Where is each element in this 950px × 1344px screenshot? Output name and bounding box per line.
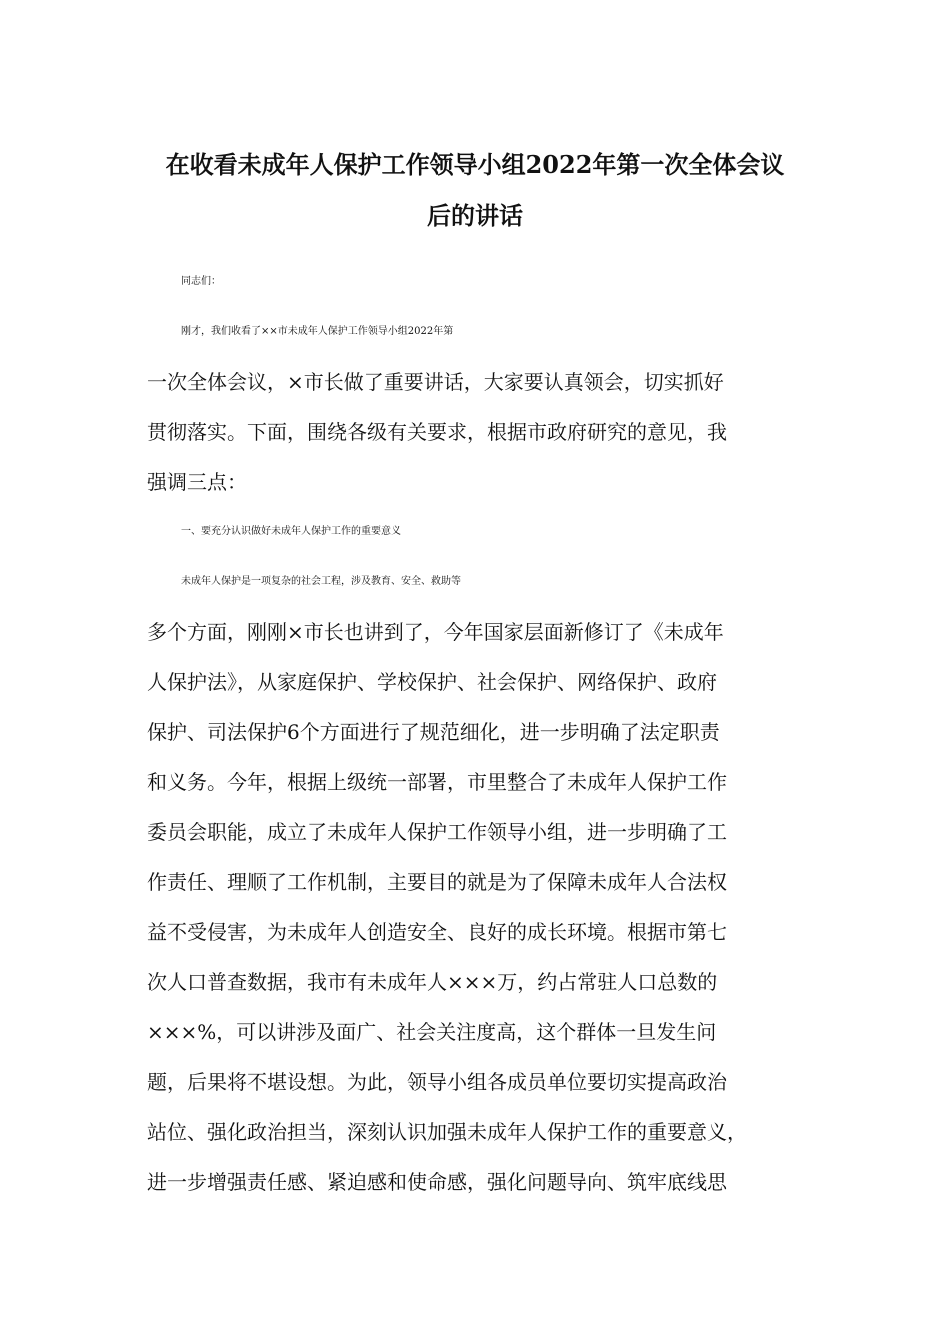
body-line-10: 和义务。今年，根据上级统一部署，市里整合了未成年人保护工作 — [147, 770, 727, 794]
body-line-2: 一次全体会议，×市长做了重要讲话，大家要认真领会，切实抓好 — [147, 370, 724, 394]
body-line-9: 保护、司法保护6个方面进行了规范细化，进一步明确了法定职责 — [147, 720, 720, 744]
body-line-6: 未成年人保护是一项复杂的社会工程，涉及教育、安全、救助等 — [181, 576, 461, 587]
body-line-17: 站位、强化政治担当，深刻认识加强未成年人保护工作的重要意义， — [147, 1120, 747, 1144]
body-line-3: 贯彻落实。下面，围绕各级有关要求，根据市政府研究的意见，我 — [147, 420, 727, 444]
body-line-15: ×××%，可以讲涉及面广、社会关注度高，这个群体一旦发生问 — [147, 1020, 717, 1044]
body-line-14: 次人口普查数据，我市有未成年人×××万，约占常驻人口总数的 — [147, 970, 718, 994]
body-line-12: 作责任、理顺了工作机制，主要目的就是为了保障未成年人合法权 — [147, 870, 727, 894]
body-line-7: 多个方面，刚刚×市长也讲到了，今年国家层面新修订了《未成年 — [147, 620, 724, 644]
salutation: 同志们： — [181, 276, 221, 287]
body-line-1: 刚才，我们收看了××市未成年人保护工作领导小组2022年第 — [181, 326, 454, 337]
body-line-13: 益不受侵害，为未成年人创造安全、良好的成长环境。根据市第七 — [147, 920, 727, 944]
section-heading-1: 一、要充分认识做好未成年人保护工作的重要意义 — [181, 526, 401, 537]
body-line-8: 人保护法》，从家庭保护、学校保护、社会保护、网络保护、政府 — [147, 670, 717, 694]
document-title-line-1: 在收看未成年人保护工作领导小组2022年第一次全体会议 — [165, 150, 785, 179]
body-line-16: 题，后果将不堪设想。为此，领导小组各成员单位要切实提高政治 — [147, 1070, 727, 1094]
body-line-11: 委员会职能，成立了未成年人保护工作领导小组，进一步明确了工 — [147, 820, 727, 844]
body-line-18: 进一步增强责任感、紧迫感和使命感，强化问题导向、筑牢底线思 — [147, 1170, 727, 1194]
body-line-4: 强调三点： — [147, 470, 247, 494]
document-title-line-2: 后的讲话 — [427, 201, 523, 230]
